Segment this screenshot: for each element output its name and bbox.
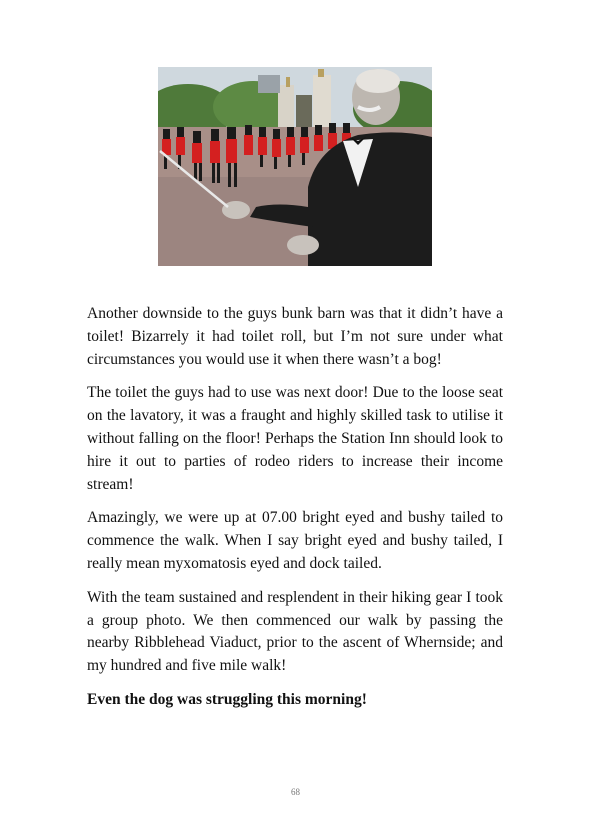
body-text: [87, 303, 503, 723]
conductor-band-photo: [158, 67, 432, 266]
paragraph-1: Another downside to the guys bunk barn was that it didn’t have a toilet! Bizarrely it had toilet roll, but I’m not sure under what circumstances you would use it when there wasn’t a bog!: [87, 305, 503, 368]
photo-illustration: [158, 67, 432, 266]
paragraph-4: With the team sustained and resplendent in their hiking gear I took a group photo. We then commenced our walk by passing the nearby Ribblehead Viaduct, prior to the ascent of Whernside; and my hundred and five mile walk!: [87, 588, 503, 675]
page-number: 68: [291, 787, 300, 797]
paragraph-3: Amazingly, we were up at 07.00 bright eyed and bushy tailed to commence the walk. When I say bright eyed and bushy tailed, I really mean myxomatosis eyed and dock tailed.: [87, 509, 503, 572]
closing-line: Even the dog was struggling this morning!: [87, 690, 367, 708]
paragraph-2: The toilet the guys had to use was next door! Due to the loose seat on the lavatory, it was a fraught and highly skilled task to utilise it without falling on the floor! Perhaps the Station Inn should look to hire it out to parties of rodeo riders to increase their income stream!: [87, 384, 503, 493]
